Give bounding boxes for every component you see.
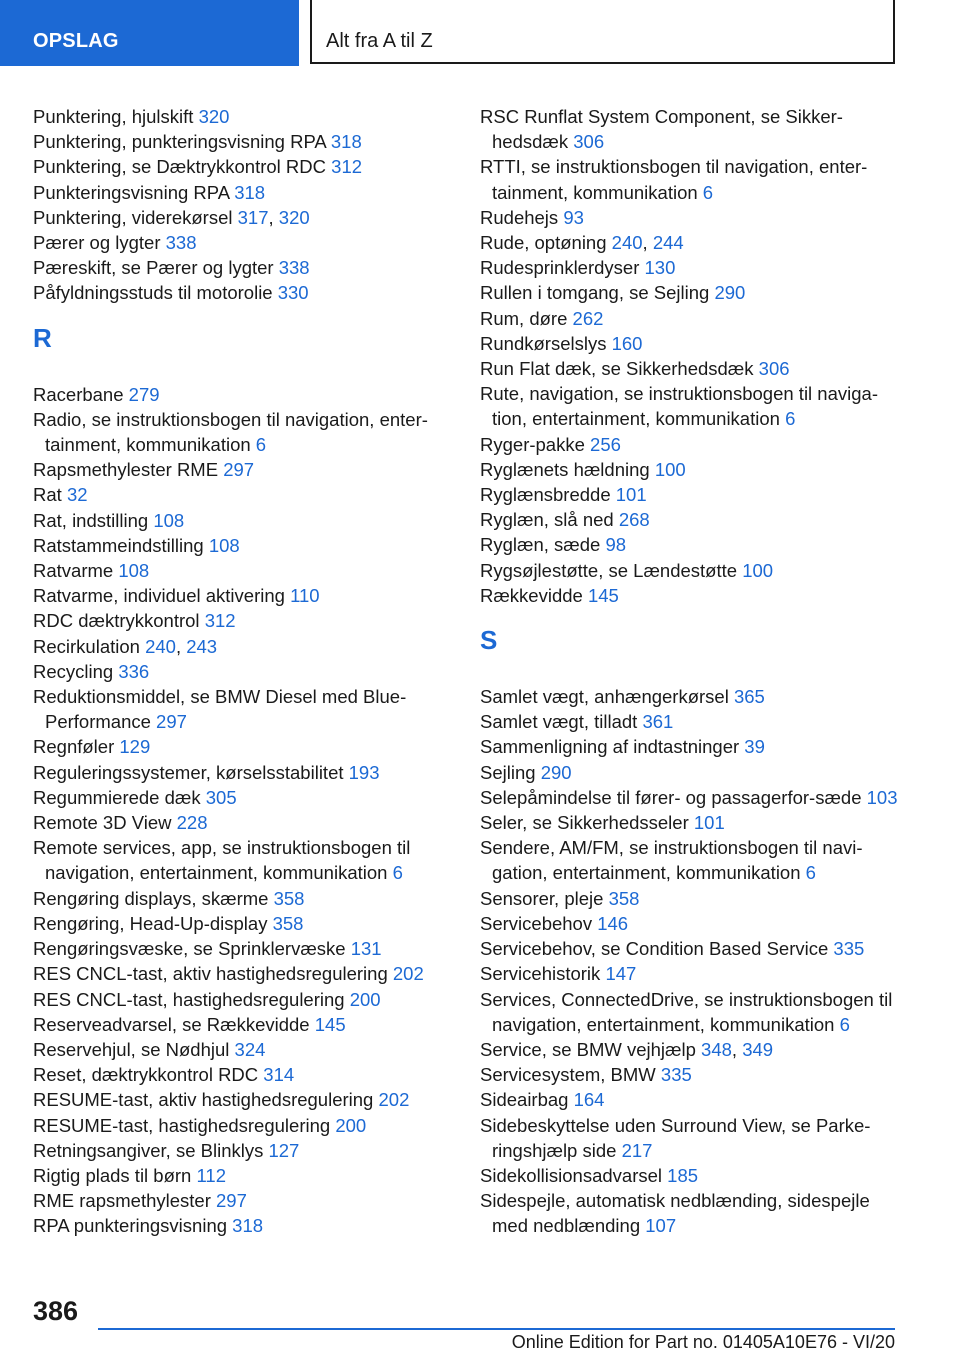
page-reference-link[interactable]: 312: [331, 156, 363, 178]
page-reference-link[interactable]: 290: [540, 761, 572, 783]
page-reference-link[interactable]: 147: [605, 963, 637, 985]
index-entry: [480, 835, 900, 885]
index-entry-text: Rudesprinklerdyser: [480, 257, 640, 279]
page-reference-link[interactable]: 240: [145, 635, 176, 657]
index-entry: [33, 154, 453, 179]
index-entry-text: Rengøringsvæske, se Sprinklervæske: [33, 938, 346, 960]
index-entry-text: Rum, døre: [480, 307, 568, 329]
page-reference-link[interactable]: 268: [618, 509, 650, 531]
page-reference-link[interactable]: 314: [263, 1064, 295, 1086]
index-entry-text: Sendere, AM/FM, se instruktionsbogen til navi-gation, entertainment, kommunikation: [480, 837, 863, 884]
index-entry: [480, 532, 900, 557]
index-entry: [480, 785, 900, 810]
index-entry: [33, 180, 453, 205]
page-number: 386: [33, 1296, 79, 1326]
index-entry-text: Rygsøjlestøtte, se Lændestøtte: [480, 559, 738, 581]
page-reference-link[interactable]: 338: [278, 257, 310, 279]
index-entry: [33, 1113, 453, 1138]
index-entry: [33, 583, 453, 608]
index-entry-text: Reserveadvarsel, se Rækkevidde: [33, 1013, 310, 1035]
index-column-left: [33, 104, 453, 1239]
page-reference-link[interactable]: 32: [66, 484, 88, 506]
index-entry-text: Services, ConnectedDrive, se instruktionsbogen til navigation, entertainment, kommunikation: [480, 988, 893, 1035]
page-reference-link[interactable]: 217: [621, 1139, 653, 1161]
page-reference-link[interactable]: 320: [278, 206, 310, 228]
index-entry-text: Reguleringssystemer, kørselsstabilitet: [33, 761, 344, 783]
index-entry-text: Samlet vægt, tilladt: [480, 711, 638, 733]
page-reference-link[interactable]: 358: [608, 887, 640, 909]
index-entry-text: Remote 3D View: [33, 812, 172, 834]
index-entry: [33, 760, 453, 785]
page-reference-link[interactable]: 130: [644, 257, 676, 279]
page-reference-link[interactable]: 101: [615, 484, 647, 506]
page-reference-link[interactable]: 365: [733, 686, 765, 708]
page-reference-link[interactable]: 348: [701, 1038, 732, 1060]
index-letter-heading: R: [33, 322, 52, 353]
index-entry-text: Sammenligning af indtastninger: [480, 736, 740, 758]
index-entry: [480, 1163, 900, 1188]
index-entry-text: Rat, indstilling: [33, 509, 149, 531]
index-entry-text: Punktering, hjulskift: [33, 106, 194, 127]
index-entry: [33, 508, 453, 533]
index-entry-text: Ryger-pakke: [480, 433, 585, 455]
page-reference-link[interactable]: 358: [272, 912, 304, 934]
index-entry-text: Ratvarme, individuel aktivering: [33, 585, 285, 607]
index-entry: [480, 583, 900, 608]
page-reference-link[interactable]: 349: [742, 1038, 774, 1060]
index-entry-text: Servicebehov: [480, 912, 593, 934]
index-entry: [480, 1062, 900, 1087]
index-entry: [33, 1062, 453, 1087]
index-entry: [480, 1188, 900, 1238]
page-reference-link[interactable]: 228: [176, 812, 208, 834]
page-reference-link[interactable]: 108: [118, 560, 150, 582]
index-entry-text: Recycling: [33, 660, 114, 682]
index-entry: [33, 104, 453, 129]
page-reference-link[interactable]: 6: [255, 434, 267, 456]
page-reference-link[interactable]: 164: [573, 1089, 605, 1111]
index-entry-text: Ryglænets hældning: [480, 458, 650, 480]
page-reference-link[interactable]: 193: [348, 761, 380, 783]
index-entry-text: Reduktionsmiddel, se BMW Diesel med Blue-Performance: [33, 686, 407, 733]
index-entry: [480, 961, 900, 986]
index-entry: [480, 886, 900, 911]
index-entry-text: RESUME-tast, hastighedsregulering: [33, 1114, 331, 1136]
page-reference-link[interactable]: 145: [587, 584, 619, 606]
index-entry: [480, 255, 900, 280]
index-entry: [33, 457, 453, 482]
index-entry-text: Sideairbag: [480, 1089, 569, 1111]
index-entry-text: Rigtig plads til børn: [33, 1164, 192, 1186]
page-reference-link[interactable]: 185: [667, 1164, 699, 1186]
index-entry: [480, 154, 900, 204]
index-entry: [33, 987, 453, 1012]
index-entry-text: Rullen i tomgang, se Sejling: [480, 282, 710, 304]
index-entry-text: Sidekollisionsadvarsel: [480, 1164, 663, 1186]
page-reference-link[interactable]: 317: [237, 206, 269, 228]
index-entry-text: Rapsmethylester RME: [33, 459, 219, 481]
index-entry: [480, 306, 900, 331]
index-entry: [33, 1188, 453, 1213]
section-label: OPSLAG: [0, 0, 299, 66]
page-reference-link[interactable]: 145: [314, 1013, 346, 1035]
index-entry: [480, 482, 900, 507]
page-reference-link[interactable]: 6: [839, 1013, 850, 1035]
index-entry-text: Rat: [33, 484, 62, 506]
page-reference-link[interactable]: 112: [196, 1164, 226, 1186]
page-reference-link[interactable]: 318: [232, 1215, 264, 1237]
index-entry-text: Reset, dæktrykkontrol RDC: [33, 1064, 259, 1086]
index-entry: [33, 255, 453, 280]
index-entry: [33, 659, 453, 684]
index-entry-text: Remote services, app, se instruktionsbogen til navigation, entertainment, kommunikation: [33, 837, 411, 884]
index-entry-text: Punktering, viderekørsel: [33, 206, 233, 228]
index-entry-text: RES CNCL-tast, hastighedsregulering: [33, 988, 345, 1010]
index-entry: [480, 936, 900, 961]
page-reference-link[interactable]: 100: [742, 559, 774, 581]
index-entry-text: Rækkevidde: [480, 584, 583, 606]
index-entry-text: Reservehjul, se Nødhjul: [33, 1038, 230, 1060]
index-entry: [33, 129, 453, 154]
index-entry-text: Ratvarme: [33, 560, 114, 582]
index-entry: [480, 381, 900, 431]
index-entry-text: Pærer og lygter: [33, 232, 161, 254]
page-reference-link[interactable]: 243: [186, 635, 218, 657]
index-entry-text: Selepåmindelse til fører- og passagerfor-sæde: [480, 786, 862, 808]
page-reference-link[interactable]: 200: [349, 988, 381, 1010]
page-reference-link[interactable]: 336: [118, 660, 150, 682]
index-entry: [480, 810, 900, 835]
page-reference-link[interactable]: 100: [654, 458, 686, 480]
index-entry-text: Seler, se Sikkerhedsseler: [480, 812, 689, 834]
index-entry-text: Ryglæn, slå ned: [480, 509, 614, 531]
index-entry: [480, 205, 900, 230]
index-entry-text: RESUME-tast, aktiv hastighedsregulering: [33, 1089, 374, 1111]
page-reference-link[interactable]: 305: [205, 786, 237, 808]
index-entry: [33, 936, 453, 961]
index-entry-text: Ryglænsbredde: [480, 484, 611, 506]
index-entry-text: Ratstammeindstilling: [33, 534, 204, 556]
index-entry-text: Retningsangiver, se Blinklys: [33, 1139, 264, 1161]
index-entry: [480, 457, 900, 482]
index-entry: [480, 987, 900, 1037]
index-entry: [480, 760, 900, 785]
page-reference-link[interactable]: 202: [392, 963, 424, 985]
index-entry: [480, 356, 900, 381]
page-reference-link[interactable]: 39: [744, 736, 765, 758]
index-entry-text: Servicesystem, BMW: [480, 1064, 656, 1086]
index-entry-text: RES CNCL-tast, aktiv hastighedsregulering: [33, 963, 388, 985]
index-entry: [33, 1213, 453, 1238]
index-entry: [33, 608, 453, 633]
index-entry: [33, 785, 453, 810]
page-reference-link[interactable]: 200: [335, 1114, 367, 1136]
page-reference-link[interactable]: 108: [208, 534, 240, 556]
index-entry: [33, 280, 453, 305]
index-entry-text: Racerbane: [33, 383, 124, 405]
index-entry: [480, 734, 900, 759]
page-reference-link[interactable]: 335: [833, 938, 865, 960]
page-reference-link[interactable]: 312: [204, 610, 236, 632]
index-entry-text: Ryglæn, sæde: [480, 534, 601, 556]
index-entry-text: RSC Runflat System Component, se Sikker-hedsdæk: [480, 106, 843, 153]
page-reference-link[interactable]: 290: [714, 282, 746, 304]
index-entry-text: Recirkulation: [33, 635, 140, 657]
index-entry-text: Sensorer, pleje: [480, 887, 604, 909]
page-reference-link[interactable]: 335: [660, 1064, 692, 1086]
chapter-title: Alt fra A til Z: [310, 0, 895, 64]
page-reference-link[interactable]: 297: [223, 459, 255, 481]
index-entry-text: Servicebehov, se Condition Based Service: [480, 938, 829, 960]
index-entry-text: Samlet vægt, anhængerkørsel: [480, 686, 729, 708]
page-reference-link[interactable]: 160: [611, 332, 643, 354]
index-entry: Service, se BMW vejhjælp 348, 349: [480, 1038, 774, 1060]
index-letter-heading: S: [480, 625, 498, 656]
index-entry-text: RME rapsmethylester: [33, 1190, 211, 1212]
index-entry-text: Sidespejle, automatisk nedblænding, sidespejle med nedblænding: [480, 1190, 870, 1237]
page-reference-link[interactable]: 240: [611, 232, 643, 254]
index-entry-text: Radio, se instruktionsbogen til navigation, enter-tainment, kommunikation: [33, 408, 428, 456]
index-entry-text: RTTI, se instruktionsbogen til navigation, enter-tainment, kommunikation: [480, 156, 868, 203]
index-entry-text: Regummierede dæk: [33, 786, 201, 808]
index-entry: [33, 1012, 453, 1037]
page-reference-link[interactable]: 244: [652, 232, 684, 254]
index-entry: [480, 1087, 900, 1112]
index-entry: [33, 886, 453, 911]
page-reference-link[interactable]: 103: [866, 786, 898, 808]
page-reference-link[interactable]: 6: [392, 862, 403, 884]
page-reference-link[interactable]: 131: [350, 938, 382, 960]
index-entry: [33, 382, 453, 407]
page-reference-link[interactable]: 338: [165, 232, 197, 254]
page-reference-link[interactable]: 318: [234, 181, 266, 203]
index-entry-text: Rengøring displays, skærme: [33, 887, 269, 909]
index-entry: Punktering, viderekørsel 317, 320: [33, 206, 310, 228]
index-entry: [33, 684, 453, 734]
index-entry: [480, 280, 900, 305]
index-entry: [480, 684, 900, 709]
page-reference-link[interactable]: 110: [290, 585, 320, 607]
page-reference-link[interactable]: 361: [642, 711, 674, 733]
page-reference-link[interactable]: 318: [330, 131, 362, 153]
index-entry: [33, 961, 453, 986]
page-reference-link[interactable]: 324: [234, 1038, 266, 1060]
page-reference-link[interactable]: 306: [758, 358, 790, 380]
index-entry: [33, 835, 453, 885]
index-entry-text: Rudehejs: [480, 206, 559, 228]
index-entry-text: Rengøring, Head-Up-display: [33, 912, 268, 934]
index-entry-text: Punktering, punkteringsvisning RPA: [33, 131, 326, 153]
index-entry: [480, 1113, 900, 1163]
footer-edition: Online Edition for Part no. 01405A10E76 - VI/20: [511, 1332, 895, 1352]
index-entry: Recirkulation 240, 243: [33, 635, 218, 657]
index-entry: [33, 911, 453, 936]
index-entry-text: Rute, navigation, se instruktionsbogen til naviga-tion, entertainment, kommunikation: [480, 383, 878, 430]
index-entry: [33, 734, 453, 759]
page-reference-link[interactable]: 279: [128, 383, 160, 405]
index-entry-text: Påfyldningsstuds til motorolie: [33, 282, 273, 304]
index-entry: [480, 709, 900, 734]
index-entry: [33, 810, 453, 835]
page-reference-link[interactable]: 127: [268, 1139, 300, 1161]
index-entry: [480, 558, 900, 583]
index-entry-text: Regnføler: [33, 736, 115, 758]
index-entry: [33, 1037, 453, 1062]
page-reference-link[interactable]: 320: [198, 106, 230, 127]
index-entry: [33, 1163, 453, 1188]
index-entry-text: Pæreskift, se Pærer og lygter: [33, 257, 274, 279]
footer-divider: [98, 1328, 895, 1330]
page-reference-link[interactable]: 6: [785, 408, 796, 430]
index-entry: [480, 507, 900, 532]
page-reference-link[interactable]: 108: [153, 509, 185, 531]
page-reference-link[interactable]: 98: [605, 534, 627, 556]
index-entry: [33, 558, 453, 583]
index-entry: Rude, optøning 240, 244: [480, 232, 684, 254]
index-entry-text: RPA punkteringsvisning: [33, 1215, 228, 1237]
index-column-right: [480, 104, 900, 1239]
index-entry-text: Sidebeskyttelse uden Surround View, se Parke-ringshjælp side: [480, 1114, 871, 1161]
index-entry: [480, 432, 900, 457]
page-reference-link[interactable]: 330: [277, 282, 309, 304]
index-entry-text: Servicehistorik: [480, 963, 601, 985]
index-entry-text: Rude, optøning: [480, 232, 607, 254]
index-entry-text: RDC dæktrykkontrol: [33, 610, 200, 632]
index-entry-text: Punktering, se Dæktrykkontrol RDC: [33, 156, 327, 178]
index-entry-text: Rundkørselslys: [480, 332, 607, 354]
index-entry-text: Run Flat dæk, se Sikkerhedsdæk: [480, 358, 754, 380]
page-reference-link[interactable]: 202: [378, 1089, 410, 1111]
index-entry: [33, 407, 453, 457]
index-entry: [33, 1138, 453, 1163]
page-reference-link[interactable]: 6: [702, 181, 714, 203]
page-reference-link[interactable]: 6: [805, 862, 816, 884]
page-reference-link[interactable]: 256: [590, 433, 621, 455]
index-entry: [480, 104, 900, 154]
index-entry: [33, 482, 453, 507]
page-reference-link[interactable]: 101: [693, 812, 725, 834]
page-reference-link[interactable]: 297: [156, 711, 187, 733]
index-entry-text: Punkteringsvisning RPA: [33, 181, 230, 203]
page-reference-link[interactable]: 262: [572, 307, 604, 329]
page-reference-link[interactable]: 146: [597, 912, 629, 934]
page-reference-link[interactable]: 297: [216, 1190, 247, 1212]
index-entry-text: Sejling: [480, 761, 536, 783]
index-entry: [480, 331, 900, 356]
index-entry: [480, 911, 900, 936]
page-reference-link[interactable]: 306: [573, 131, 605, 153]
page-reference-link[interactable]: 93: [563, 206, 584, 228]
page-reference-link[interactable]: 129: [119, 736, 151, 758]
index-entry-text: Service, se BMW vejhjælp: [480, 1038, 696, 1060]
page-reference-link[interactable]: 358: [273, 887, 305, 909]
index-entry: [33, 230, 453, 255]
index-entry: [33, 1087, 453, 1112]
page-reference-link[interactable]: 107: [645, 1215, 677, 1237]
index-entry: [33, 533, 453, 558]
page-header: [0, 0, 960, 66]
